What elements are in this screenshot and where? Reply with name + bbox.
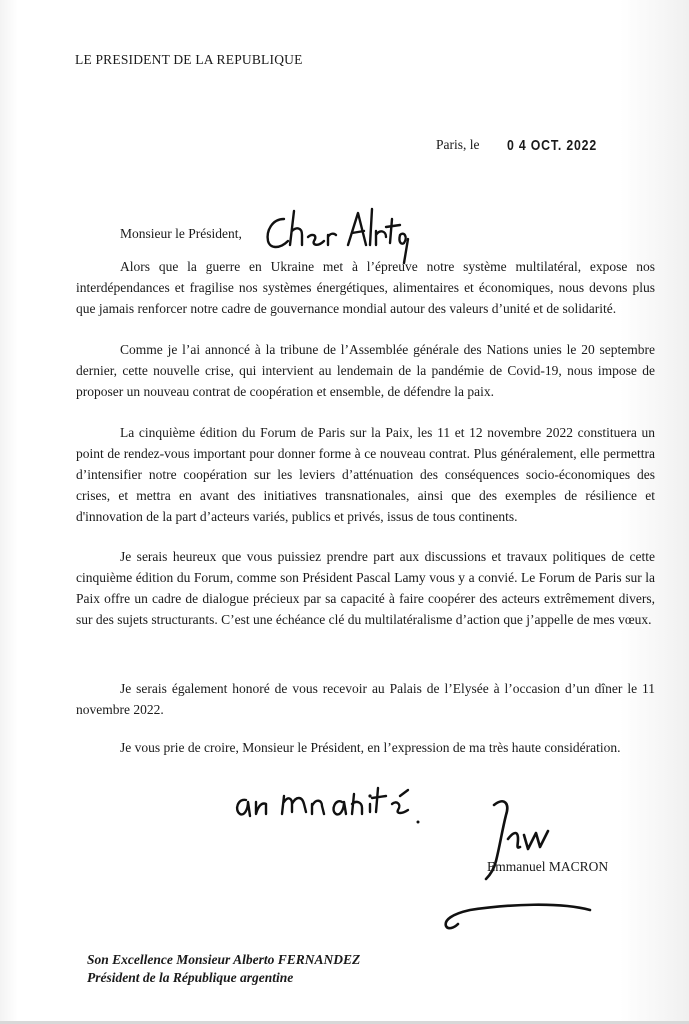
paragraph-1: Alors que la guerre en Ukraine met à l’épreuve notre système multilatéral, expose nos interdépendances et fragilise nos systèmes énergétiques, alimentaires et économiques, nous devons plus que jamais renforcer notre cadre de gouvernance mondial autour des valeurs d’unité et de solidarité. xyxy=(76,259,655,316)
paragraph-4: Je serais heureux que vous puissiez prendre part aux discussions et travaux politiques de cette cinquième édition du Forum, comme son Président Pascal Lamy vous y a convié. Le Forum de Paris sur la Paix offre un cadre de dialogue précieux par sa capacité à faire coopérer des acteurs extrêmement divers, sur des sujets structurants. C’est une échéance clé du multilatéralisme d’action que j’appelle de mes vœux. xyxy=(76,549,655,627)
letterhead: LE PRESIDENT DE LA REPUBLIQUE xyxy=(75,52,303,67)
paragraph-2: Comme je l’ai annoncé à la tribune de l’Assemblée générale des Nations unies le 20 septembre dernier, cette nouvelle crise, qui intervient au lendemain de la pandémie de Covid-19, nous impose de proposer un nouveau contrat de coopération et ensemble, de défendre la paix. xyxy=(76,342,655,399)
paragraph-5: Je serais également honoré de vous recevoir au Palais de l’Elysée à l’occasion d’un dîner le 11 novembre 2022. xyxy=(76,681,655,717)
salutation: Monsieur le Président, xyxy=(120,226,242,241)
date-stamp: 0 4 OCT. 2022 xyxy=(507,137,597,154)
signer-name: Emmanuel MACRON xyxy=(487,859,609,874)
handwritten-closing xyxy=(232,776,432,832)
recipient-title: Président de la République argentine xyxy=(87,970,294,985)
recipient-name: Son Excellence Monsieur Alberto FERNANDEZ xyxy=(87,952,361,967)
place-label: Paris, le xyxy=(436,137,480,152)
paraph-stroke xyxy=(440,896,600,936)
paragraph-6: Je vous prie de croire, Monsieur le Président, en l’expression de ma très haute considération. xyxy=(120,740,621,755)
paragraph-3: La cinquième édition du Forum de Paris sur la Paix, les 11 et 12 novembre 2022 constituera un point de rendez-vous important pour donner forme à ce nouveau contrat. Plus généralement, elle permettra d’intensifier notre coopération sur les leviers d’atténuation des conséquences socio-économiques des crises, et mettra en avant des initiatives transnationales, ainsi que des exemples de résilience et d'innovation de la part d’acteurs variés, publics et privés, issus de tous continents. xyxy=(76,425,655,524)
